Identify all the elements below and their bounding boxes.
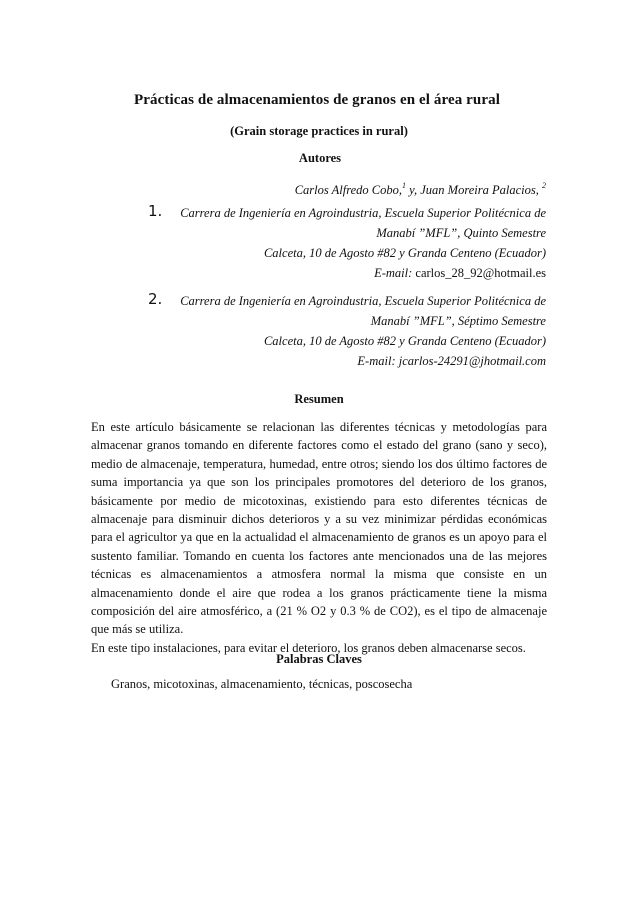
author-1-superscript: 1 — [402, 181, 407, 190]
keywords-list: Granos, micotoxinas, almacenamiento, técnicas, poscosecha — [111, 677, 413, 691]
affiliation-1-line2: Manabí ”MFL”, Quinto Semestre — [376, 226, 546, 240]
affiliation-2 — [148, 291, 546, 371]
affiliation-1-email-label: E-mail: — [374, 266, 413, 280]
abstract-body — [91, 418, 547, 657]
authors-heading: Autores — [298, 151, 342, 165]
affiliation-2-line3: Calceta, 10 de Agosto #82 y Granda Centeno (Ecuador) — [263, 334, 546, 348]
keywords-heading: Palabras Claves — [276, 652, 362, 666]
affiliation-1-line1: Carrera de Ingeniería en Agroindustria, Escuela Superior Politécnica de — [180, 206, 546, 220]
authors-line — [295, 177, 546, 199]
author-2-superscript: 2 — [542, 181, 546, 190]
affiliation-2-email-label: E-mail: — [357, 354, 396, 368]
affiliation-1-email[interactable]: carlos_28_92@hotmail.es — [415, 266, 546, 280]
affiliation-2-number: 2. — [148, 290, 163, 308]
affiliation-1 — [148, 203, 546, 283]
paper-title: Prácticas de almacenamientos de granos en el área rural — [134, 92, 500, 108]
paper-subtitle: (Grain storage practices in rural) — [230, 124, 408, 138]
author-2-name: y, Juan Moreira Palacios, — [406, 183, 539, 197]
affiliation-2-line2: Manabí ”MFL”, Séptimo Semestre — [370, 314, 546, 328]
affiliation-2-email[interactable]: jcarlos-24291@jhotmail.com — [398, 354, 546, 368]
affiliation-1-number: 1. — [148, 202, 163, 220]
abstract-heading: Resumen — [294, 392, 344, 406]
affiliation-1-line3: Calceta, 10 de Agosto #82 y Granda Centeno (Ecuador) — [263, 246, 546, 260]
affiliation-2-email-line — [148, 351, 546, 371]
abstract-paragraph-2: En este tipo instalaciones, para evitar el deterioro, los granos deben almacenarse secos. — [91, 640, 526, 655]
affiliation-1-email-line — [148, 263, 546, 283]
abstract-paragraph-1: En este artículo básicamente se relacionan las diferentes técnicas y metodologías para almacenar granos tomando en diferente factores como el estado del grano (sano y seco), medio de almacenaje, temperatura, humedad, entre otros; siendo los dos último factores de suma importancia ya que son los principales promotores del deterioro de los granos, básicamente por medio de micotoxinas, existiendo para esto diferentes técnicas de almacenaje para disminuir dichos deterioros y a su vez minimizar pérdidas económicas para el agricultor ya que en la actualidad el almacenamiento de granos es un apoyo para el sustento familiar. Tomando en cuenta los factores ante mencionados una de las mejores técnicas es almacenamientos a atmosfera normal la misma que consiste en un almacenamiento donde el aire que rodea a los granos prácticamente tiene la misma composición del aire atmosférico, a (21 % O2 y 0.3 % de CO2), es el tipo de almacenaje que más se utiliza. — [91, 420, 547, 637]
author-1-name: Carlos Alfredo Cobo, — [294, 183, 403, 197]
affiliation-2-line1: Carrera de Ingeniería en Agroindustria, Escuela Superior Politécnica de — [180, 294, 546, 308]
